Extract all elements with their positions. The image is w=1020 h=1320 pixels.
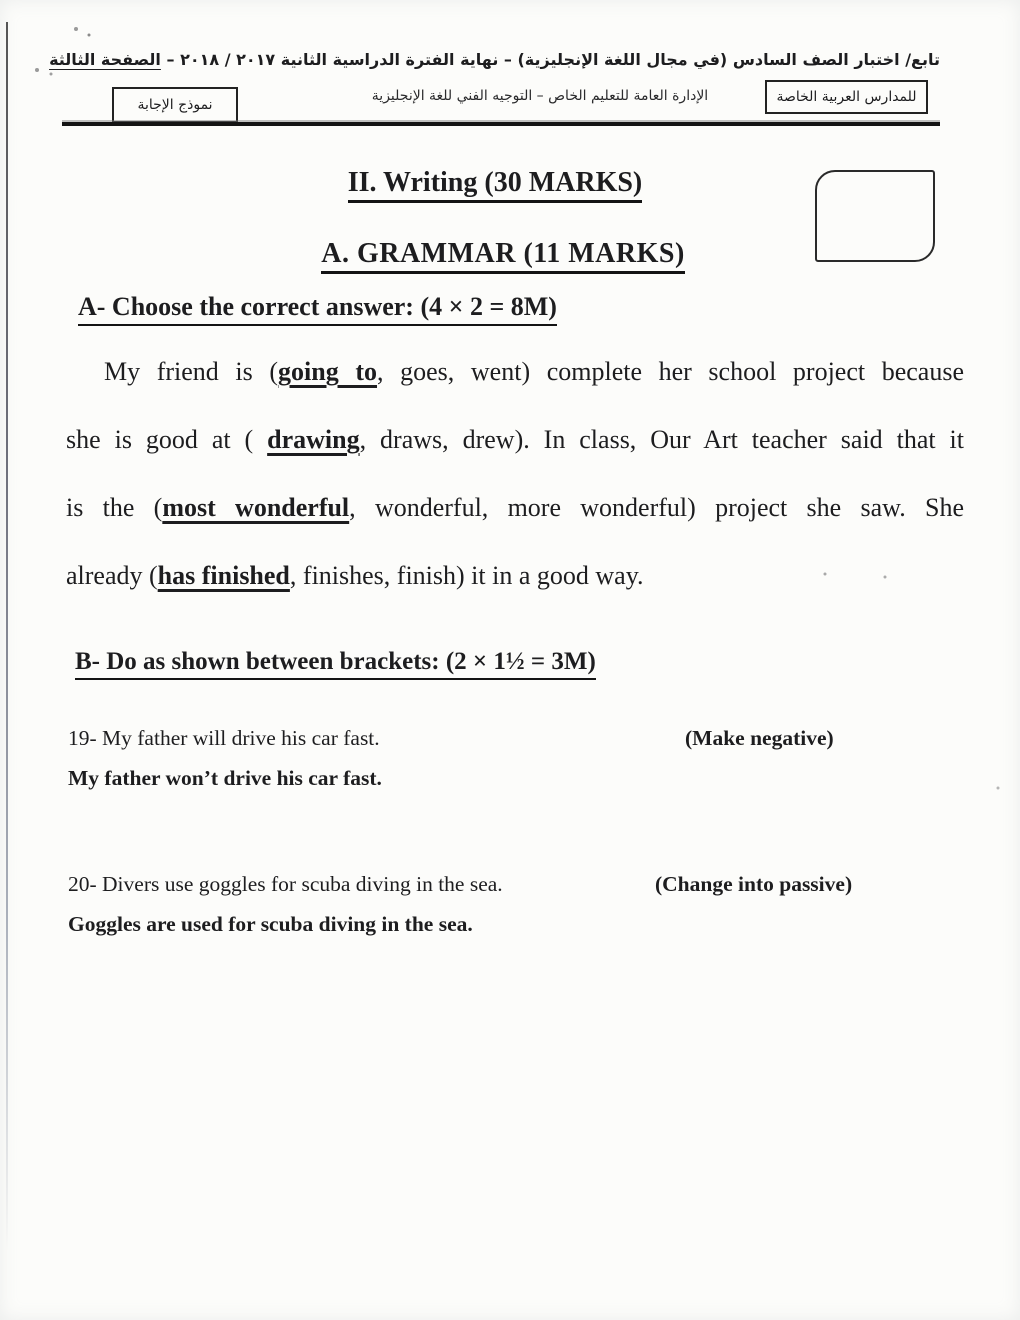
paragraph-line-3 xyxy=(66,474,964,542)
line1-correct-choice: going to xyxy=(278,357,378,386)
part-a-heading-text: A- Choose the correct answer: (4 × 2 = 8M) xyxy=(78,292,557,326)
section-title-writing xyxy=(0,167,990,203)
line1-pre: My friend is ( xyxy=(104,357,279,386)
header-divider-rule xyxy=(62,122,940,126)
scan-edge-artifact xyxy=(6,22,8,1302)
question-19-row xyxy=(68,726,968,751)
paragraph-line-1 xyxy=(66,338,964,406)
question-20-answer: Goggles are used for scuba diving in the sea. xyxy=(68,912,473,936)
section-subtitle-text: A. GRAMMAR (11 MARKS) xyxy=(321,238,685,274)
header-page-number-label: الصفحة الثالثة xyxy=(49,50,161,69)
answer-key-label: نموذج الإجابة xyxy=(137,97,213,113)
header-exam-title-main: تابع/ اختبار الصف السادس (في مجال اللغة الإنجليزية) – نهاية الفترة الدراسية الثانية ٢٠١٧ / ٢٠١٨ – xyxy=(160,50,940,69)
line3-post: , wonderful, more wonderful) project she saw. She xyxy=(349,493,965,522)
question-19-text: 19- My father will drive his car fast. xyxy=(68,726,380,750)
scan-noise-specks xyxy=(0,0,2,2)
grammar-paragraph xyxy=(66,338,964,610)
line3-correct-choice: most wonderful xyxy=(162,493,350,522)
school-type-label: للمدارس العربية الخاصة xyxy=(776,89,917,105)
question-19-answer: My father won’t drive his car fast. xyxy=(68,766,382,790)
header-department-line: الإدارة العامة للتعليم الخاص – التوجيه الفني للغة الإنجليزية xyxy=(371,88,709,104)
line2-post: , draws, drew). In class, Our Art teacher said that it xyxy=(359,425,964,454)
line3-pre: is the ( xyxy=(66,493,163,522)
question-20-text: 20- Divers use goggles for scuba diving in the sea. xyxy=(68,872,503,896)
header-answer-key-box xyxy=(112,87,238,123)
line1-post: , goes, went) complete her school project because xyxy=(377,357,965,386)
section-subtitle-grammar xyxy=(0,238,1006,274)
part-b-heading xyxy=(75,648,596,680)
header-exam-title-arabic xyxy=(49,50,940,69)
question-19-instruction: (Make negative) xyxy=(685,726,834,750)
question-20-row xyxy=(68,872,968,897)
section-title-text: II. Writing (30 MARKS) xyxy=(348,167,643,203)
part-b-heading-text: B- Do as shown between brackets: (2 × 1½ = 3M) xyxy=(75,648,596,680)
line2-pre: she is good at ( xyxy=(66,425,268,454)
part-a-heading xyxy=(78,292,557,326)
line2-correct-choice: drawing xyxy=(267,425,360,454)
line4-correct-choice: has finished xyxy=(157,561,290,590)
paragraph-line-4 xyxy=(66,542,964,610)
line4-pre: already ( xyxy=(66,561,158,590)
header-school-type-box xyxy=(765,80,928,114)
question-20-instruction: (Change into passive) xyxy=(655,872,853,896)
line4-post: , finishes, finish) it in a good way. xyxy=(289,561,644,590)
paragraph-line-2 xyxy=(66,406,964,474)
